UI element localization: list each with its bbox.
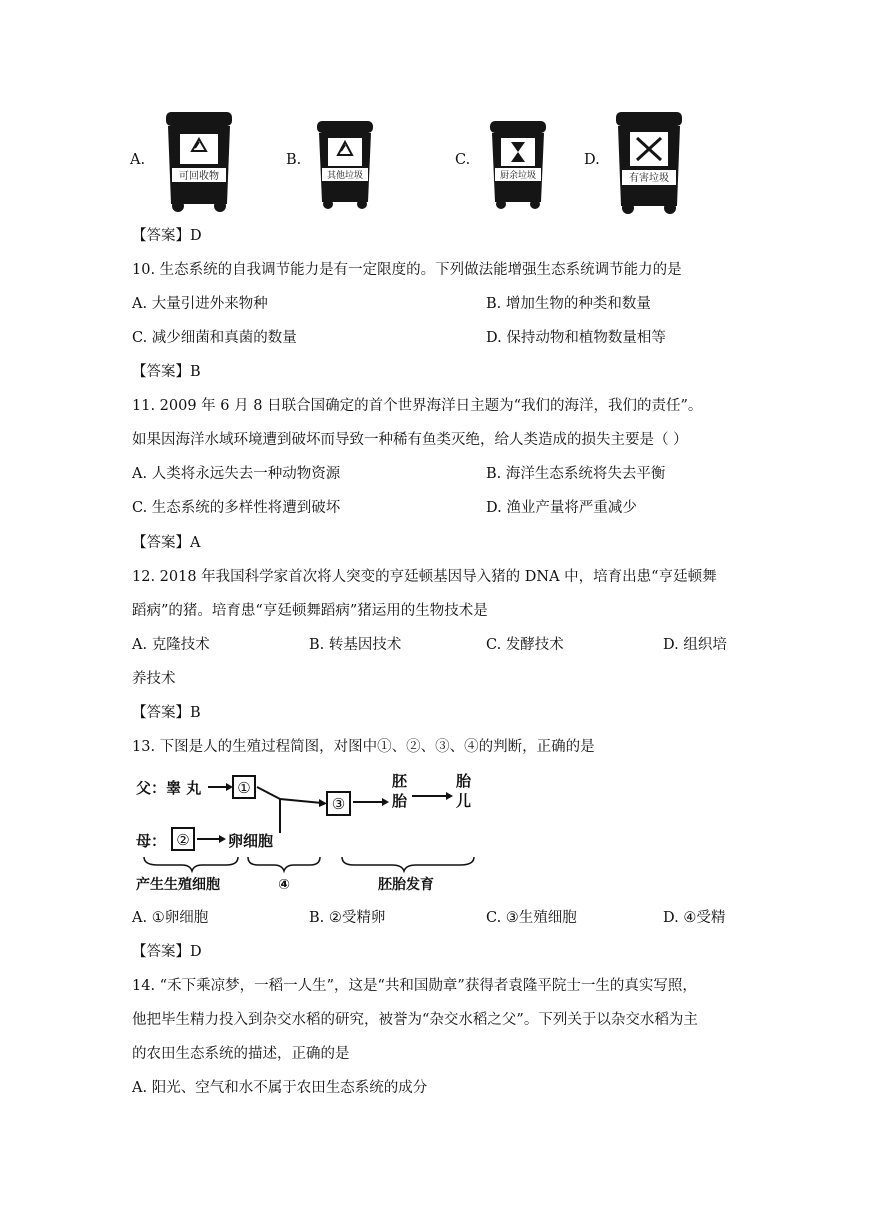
q9-answer: 【答案】D	[132, 228, 202, 244]
q10-option-c[interactable]: C. 减少细菌和真菌的数量	[132, 330, 297, 346]
q10-answer: 【答案】B	[132, 364, 201, 380]
q11-option-a[interactable]: A. 人类将永远失去一种动物资源	[132, 466, 341, 482]
q12-option-b[interactable]: B. 转基因技术	[309, 637, 402, 653]
box-3-label: ③	[331, 795, 346, 813]
hazardous-waste-bin	[610, 108, 688, 216]
q10-stem: 10. 生态系统的自我调节能力是有一定限度的。下列做法能增强生态系统调节能力的是	[132, 262, 682, 278]
bin-a-text: 可回收物	[179, 171, 219, 182]
brace-label-embryo-development: 胚胎发育	[378, 877, 434, 893]
option-b-letter: B.	[286, 152, 302, 168]
q11-option-d[interactable]: D. 渔业产量将严重减少	[486, 500, 637, 516]
q12-option-d-wrap: 养技术	[132, 671, 176, 687]
q11-answer: 【答案】A	[132, 535, 201, 551]
q12-option-a[interactable]: A. 克隆技术	[132, 637, 210, 653]
bin-b-text: 其他垃圾	[326, 171, 364, 181]
q12-option-d[interactable]: D. 组织培	[663, 637, 727, 653]
brace-label-germ-cells: 产生生殖细胞	[136, 877, 220, 893]
box-1-label: ①	[237, 779, 251, 797]
q13-option-b[interactable]: B. ②受精卵	[309, 910, 386, 926]
bin-d-text: 有害垃圾	[629, 173, 669, 184]
other-waste-bin	[312, 118, 378, 210]
q14-stem-line1: 14. “禾下乘凉梦，一稻一人生”，这是“共和国勋章”获得者袁隆平院士一生的真实写照，	[132, 978, 697, 994]
fetus-label-1: 胎	[456, 772, 472, 790]
diagram-braces	[144, 857, 474, 871]
mother-label: 母：	[136, 832, 167, 850]
option-d-letter: D.	[584, 152, 600, 168]
q10-option-d[interactable]: D. 保持动物和植物数量相等	[486, 330, 666, 346]
q10-option-b[interactable]: B. 增加生物的种类和数量	[486, 296, 651, 312]
q11-stem-line1: 11. 2009 年 6 月 8 日联合国确定的首个世界海洋日主题为“我们的海洋，我们的责任”。	[132, 398, 703, 414]
q12-option-c[interactable]: C. 发酵技术	[486, 637, 564, 653]
q12-answer: 【答案】B	[132, 705, 201, 721]
option-a-letter: A.	[130, 152, 146, 168]
q13-option-d[interactable]: D. ④受精	[663, 910, 726, 926]
q11-option-b[interactable]: B. 海洋生态系统将失去平衡	[486, 466, 666, 482]
kitchen-waste-bin	[485, 118, 551, 210]
fetus-label-2: 儿	[456, 792, 472, 810]
embryo-label-1: 胚	[392, 772, 408, 790]
brace-label-4: ④	[278, 877, 290, 893]
q14-stem-line2: 他把毕生精力投入到杂交水稻的研究，被誉为“杂交水稻之父”。下列关于以杂交水稻为主	[132, 1012, 698, 1028]
q10-option-a[interactable]: A. 大量引进外来物种	[132, 296, 268, 312]
q13-option-c[interactable]: C. ③生殖细胞	[486, 910, 577, 926]
recyclable-bin	[160, 108, 238, 214]
q11-option-c[interactable]: C. 生态系统的多样性将遭到破坏	[132, 500, 341, 516]
q12-stem-line1: 12. 2018 年我国科学家首次将人突变的亨廷顿基因导入猪的 DNA 中，培育出患“亨廷顿舞	[132, 569, 717, 585]
box-2-label: ②	[176, 831, 190, 849]
father-testis-label: 父：睾 丸	[136, 779, 202, 797]
q13-stem: 13. 下图是人的生殖过程简图，对图中①、②、③、④的判断，正确的是	[132, 739, 595, 755]
q11-stem-line2: 如果因海洋水域环境遭到破坏而导致一种稀有鱼类灭绝，给人类造成的损失主要是（ ）	[132, 432, 688, 448]
q12-stem-line2: 蹈病”的猪。培育患“亨廷顿舞蹈病”猪运用的生物技术是	[132, 603, 488, 619]
embryo-label-2: 胎	[392, 792, 408, 810]
bin-c-text: 厨余垃圾	[499, 171, 537, 181]
option-c-letter: C.	[455, 152, 471, 168]
reproduction-diagram	[130, 765, 480, 895]
q14-stem-line3: 的农田生态系统的描述，正确的是	[132, 1046, 350, 1062]
q13-answer: 【答案】D	[132, 944, 202, 960]
q13-option-a[interactable]: A. ①卵细胞	[132, 910, 209, 926]
egg-cell-label: 卵细胞	[228, 832, 274, 850]
q14-option-a[interactable]: A. 阳光、空气和水不属于农田生态系统的成分	[132, 1080, 428, 1096]
